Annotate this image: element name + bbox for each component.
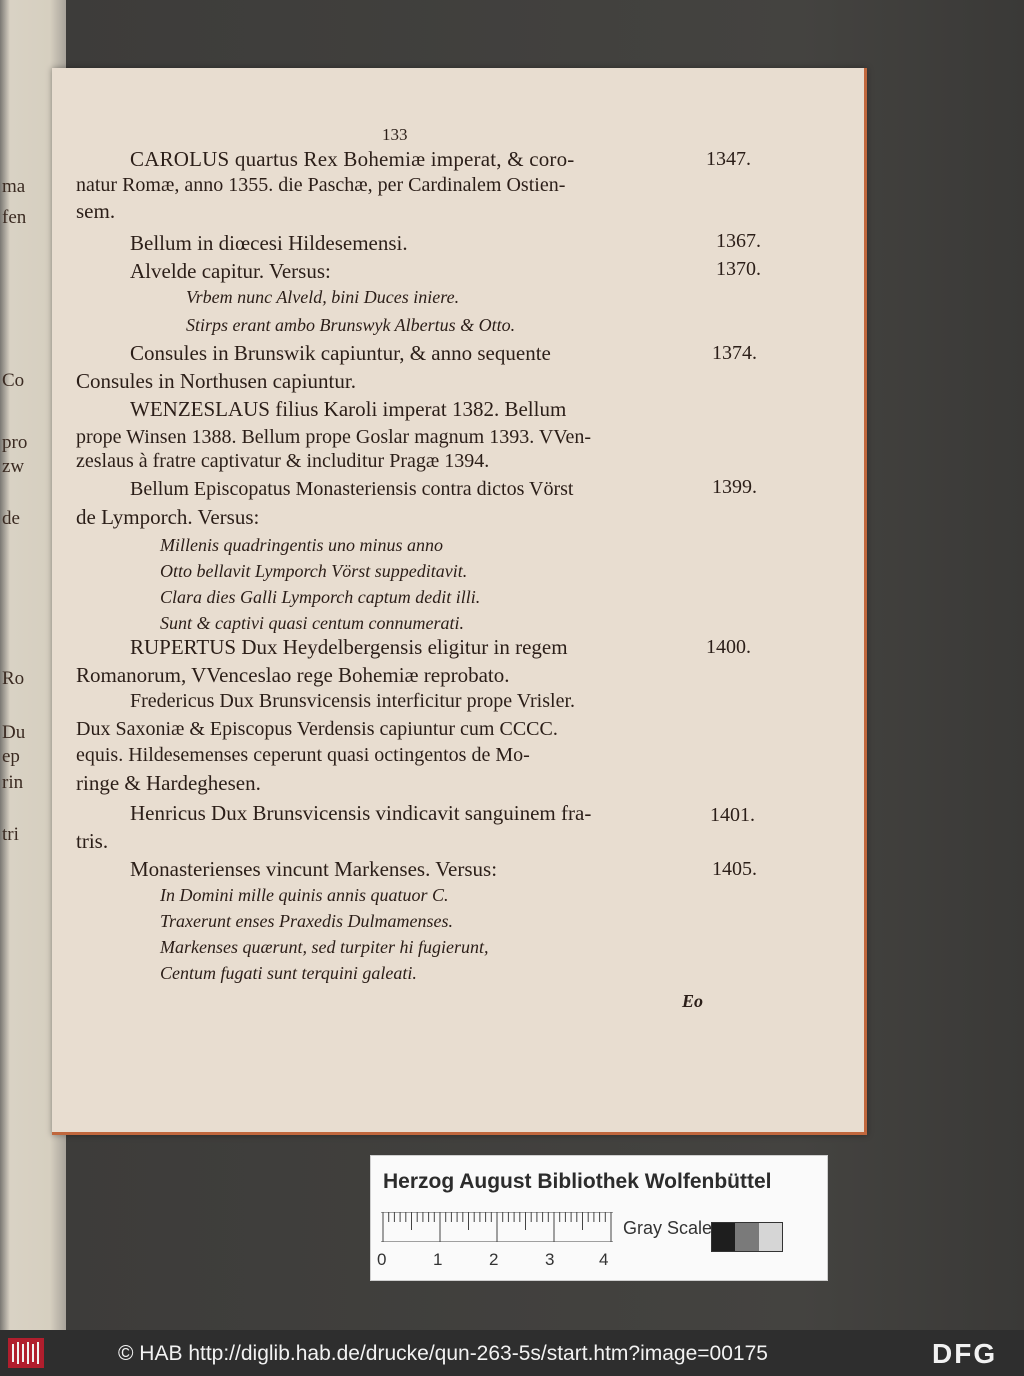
text-line: zeslaus à fratre captivatur & includitur Pragæ 1394. xyxy=(76,450,490,472)
prev-page-fragment: Ro xyxy=(2,668,25,689)
card-title: Herzog August Bibliothek Wolfenbüttel xyxy=(383,1170,772,1193)
verse-line: Vrbem nunc Alveld, bini Duces iniere. xyxy=(186,287,460,307)
margin-year: 1370. xyxy=(716,258,761,280)
catchword: Eo xyxy=(682,991,704,1011)
text-line: Dux Saxoniæ & Episcopus Verdensis capiuntur cum CCCC. xyxy=(76,718,558,740)
text-line: ringe & Hardeghesen. xyxy=(76,771,261,795)
prev-page-fragment: zw xyxy=(2,456,25,477)
text-line: WENZESLAUS filius Karoli imperat 1382. Bellum xyxy=(130,397,567,421)
margin-year: 1400. xyxy=(706,636,751,658)
verse-line: Millenis quadringentis uno minus anno xyxy=(160,535,443,555)
margin-year: 1401. xyxy=(710,804,755,826)
calibration-card xyxy=(370,1155,828,1281)
verse-line: Traxerunt enses Praxedis Dulmamenses. xyxy=(160,911,453,931)
book-page xyxy=(52,68,867,1135)
text-line: Alvelde capitur. Versus: xyxy=(130,259,331,283)
text-line: equis. Hildesemenses ceperunt quasi octingentos de Mo- xyxy=(76,744,530,766)
margin-year: 1399. xyxy=(712,476,757,498)
prev-page-fragment: ep xyxy=(2,746,20,767)
source-link[interactable]: © HAB http://diglib.hab.de/drucke/qun-263-5s/start.htm?image=00175 xyxy=(118,1342,768,1365)
prev-page-fragment: rin xyxy=(2,772,24,793)
verse-line: Clara dies Galli Lymporch captum dedit illi. xyxy=(160,587,481,607)
verse-line: Markenses quærunt, sed turpiter hi fugierunt, xyxy=(160,937,489,957)
margin-year: 1405. xyxy=(712,858,757,880)
page-number: 133 xyxy=(382,125,408,144)
ruler-number: 2 xyxy=(489,1250,499,1269)
verse-line: In Domini mille quinis annis quatuor C. xyxy=(160,885,449,905)
verse-line: Otto bellavit Lymporch Vörst suppeditavit. xyxy=(160,561,468,581)
margin-year: 1374. xyxy=(712,342,757,364)
gray-patch-mid xyxy=(735,1223,758,1251)
text-line: Monasterienses vincunt Markenses. Versus: xyxy=(130,857,498,881)
prev-page-fragment: Du xyxy=(2,722,26,743)
text-line: RUPERTUS Dux Heydelbergensis eligitur in regem xyxy=(130,635,568,659)
ruler-number: 4 xyxy=(599,1250,609,1269)
prev-page-fragment: tri xyxy=(2,824,19,845)
prev-page-fragment: ma xyxy=(2,176,26,197)
verse-line: Sunt & captivi quasi centum connumerati. xyxy=(160,613,464,633)
text-line: de Lymporch. Versus: xyxy=(76,505,260,529)
gray-scale-swatch xyxy=(711,1222,783,1252)
text-line: Bellum Episcopatus Monasteriensis contra dictos Vörst xyxy=(130,478,574,500)
margin-year: 1367. xyxy=(716,230,761,252)
footer-bar xyxy=(0,1330,1024,1376)
gray-scale-label: Gray Scale xyxy=(623,1218,713,1238)
verse-line: Centum fugati sunt terquini galeati. xyxy=(160,963,417,983)
text-line: Fredericus Dux Brunsvicensis interficitur prope Vrisler. xyxy=(130,690,575,712)
hab-logo-icon xyxy=(8,1338,44,1368)
text-line: Consules in Brunswik capiuntur, & anno sequente xyxy=(130,341,551,365)
dfg-logo: DFG xyxy=(932,1338,998,1369)
text-line: tris. xyxy=(76,829,109,853)
ruler-number: 1 xyxy=(433,1250,443,1269)
text-line: Henricus Dux Brunsvicensis vindicavit sanguinem fra- xyxy=(130,801,592,825)
text-line: CAROLUS quartus Rex Bohemiæ imperat, & coro- xyxy=(130,147,575,171)
ruler-number: 0 xyxy=(377,1250,387,1269)
gray-patch-dark xyxy=(712,1223,735,1251)
text-line: prope Winsen 1388. Bellum prope Goslar magnum 1393. VVen- xyxy=(76,426,592,448)
margin-year: 1347. xyxy=(706,148,751,170)
text-line: sem. xyxy=(76,199,116,223)
text-line: Romanorum, VVenceslao rege Bohemiæ reprobato. xyxy=(76,663,510,687)
verse-line: Stirps erant ambo Brunswyk Albertus & Otto. xyxy=(186,315,516,335)
text-line: Bellum in diœcesi Hildesemensi. xyxy=(130,231,408,255)
ruler-number: 3 xyxy=(545,1250,555,1269)
prev-page-fragment: Co xyxy=(2,370,25,391)
gray-patch-light xyxy=(759,1223,782,1251)
text-line: natur Romæ, anno 1355. die Paschæ, per Cardinalem Ostien- xyxy=(76,174,566,196)
prev-page-fragment: pro xyxy=(2,432,28,453)
text-line: Consules in Northusen capiuntur. xyxy=(76,369,356,393)
prev-page-fragment: de xyxy=(2,508,20,529)
ruler-scale xyxy=(381,1212,613,1242)
prev-page-fragment: fen xyxy=(2,207,27,228)
